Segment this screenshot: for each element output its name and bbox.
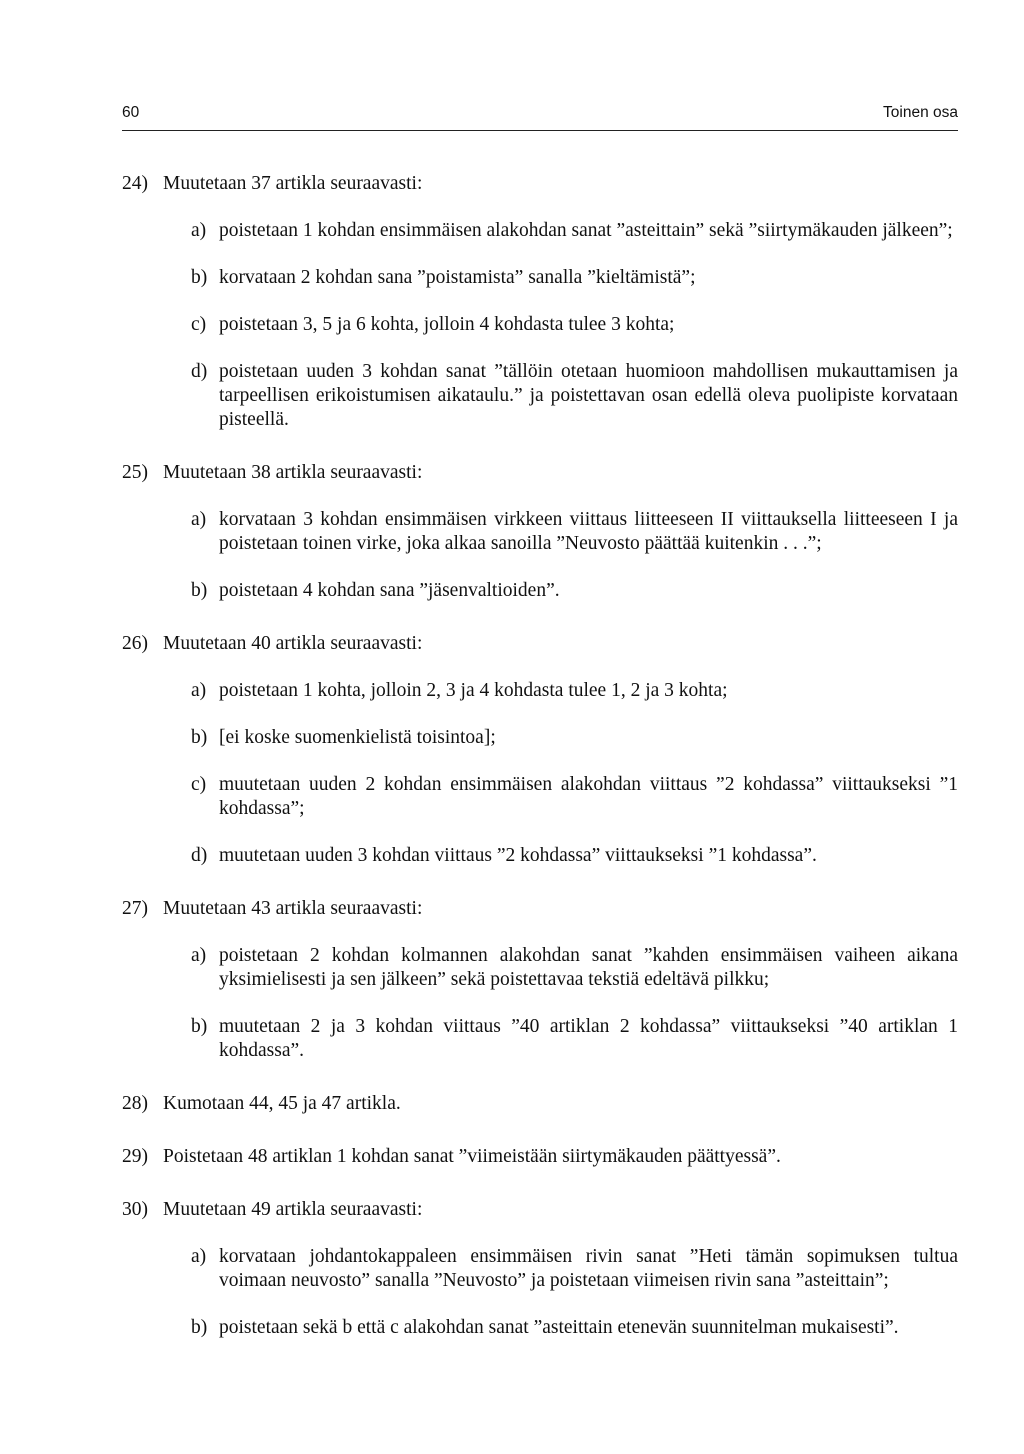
item-number: 30) [122,1199,148,1220]
sub-item [191,726,958,750]
sub-item [191,579,958,603]
sub-item-letter: a) [191,509,207,530]
item-text: Muutetaan 38 artikla seuraavasti: [163,462,423,483]
sub-item-text: korvataan 2 kohdan sana ”poistamista” sanalla ”kieltämistä”; [219,267,696,288]
list-item [122,1092,958,1116]
item-number: 29) [122,1146,148,1167]
item-number: 24) [122,173,148,194]
sub-item [191,313,958,337]
sub-item-text: poistetaan sekä b että c alakohdan sanat ”asteittain etenevän suunnitelman mukaisesti”. [219,1317,899,1338]
sub-item-letter: b) [191,267,208,288]
sub-item-text: poistetaan 4 kohdan sana ”jäsenvaltioiden”. [219,580,560,601]
list-item [122,461,958,603]
sub-item-text: poistetaan 1 kohta, jolloin 2, 3 ja 4 kohdasta tulee 1, 2 ja 3 kohta; [219,680,728,701]
sub-item-letter: c) [191,314,207,335]
sub-item-text: poistetaan uuden 3 kohdan sanat ”tällöin otetaan huomioon mahdollisen mukauttamisen ja tarpeellisen erikoistumisen aikataulu.” ja poistettavan osan edellä oleva puolipiste korvataan pisteellä. [219,361,958,430]
sub-item-letter: b) [191,727,208,748]
sub-item [191,679,958,703]
item-text: Muutetaan 37 artikla seuraavasti: [163,173,423,194]
list-item [122,897,958,1063]
sub-item-text: korvataan 3 kohdan ensimmäisen virkkeen viittaus liitteeseen II viittauksella liitteeseen I ja poistetaan toinen virke, joka alkaa sanoilla ”Neuvosto päättää kuitenkin . . .”; [219,509,958,554]
sub-item-letter: c) [191,774,207,795]
sub-item [191,1316,958,1340]
sub-item [191,773,958,821]
sub-item [191,266,958,290]
sub-item [191,844,958,868]
sub-item-letter: a) [191,220,207,241]
sub-item-text: muutetaan uuden 3 kohdan viittaus ”2 kohdassa” viittaukseksi ”1 kohdassa”. [219,845,817,866]
sub-item [191,219,958,243]
list-item [122,1198,958,1340]
sub-item [191,944,958,992]
item-number: 26) [122,633,148,654]
sub-item [191,508,958,556]
sub-item [191,360,958,432]
sub-item-letter: b) [191,1317,208,1338]
item-text: Kumotaan 44, 45 ja 47 artikla. [163,1093,401,1114]
page-number: 60 [122,104,140,121]
sub-item-letter: d) [191,845,208,866]
sub-item-letter: a) [191,945,207,966]
list-item [122,172,958,432]
part-title: Toinen osa [883,104,958,121]
item-number: 25) [122,462,148,483]
item-text: Poistetaan 48 artiklan 1 kohdan sanat ”viimeistään siirtymäkauden päättyessä”. [163,1146,781,1167]
sub-item-letter: b) [191,1016,208,1037]
sub-item-text: poistetaan 2 kohdan kolmannen alakohdan sanat ”kahden ensimmäisen vaiheen aikana yksimielisesti ja sen jälkeen” sekä poistettavaa tekstiä edeltävä pilkku; [219,945,958,990]
sub-item-letter: a) [191,1246,207,1267]
list-item [122,632,958,868]
item-number: 28) [122,1093,148,1114]
sub-item-text: korvataan johdantokappaleen ensimmäisen rivin sanat ”Heti tämän sopimuksen tultua voimaan neuvosto” sanalla ”Neuvosto” ja poistetaan viimeisen rivin sana ”asteittain”; [219,1246,958,1291]
list-item [122,1145,958,1169]
page-header [122,104,958,130]
item-number: 27) [122,898,148,919]
item-text: Muutetaan 49 artikla seuraavasti: [163,1199,423,1220]
sub-item-text: muutetaan uuden 2 kohdan ensimmäisen alakohdan viittaus ”2 kohdassa” viittaukseksi ”1 kohdassa”; [219,774,958,819]
sub-item-text: muutetaan 2 ja 3 kohdan viittaus ”40 artiklan 2 kohdassa” viittaukseksi ”40 artiklan 1 kohdassa”. [219,1016,958,1061]
sub-item-text: [ei koske suomenkielistä toisintoa]; [219,727,496,748]
sub-item-letter: b) [191,580,208,601]
sub-item-letter: d) [191,361,208,382]
sub-item [191,1015,958,1063]
sub-item-text: poistetaan 1 kohdan ensimmäisen alakohdan sanat ”asteittain” sekä ”siirtymäkauden jälkeen”; [219,220,953,241]
sub-item [191,1245,958,1293]
sub-item-letter: a) [191,680,207,701]
document-body [122,172,958,1369]
header-rule [122,130,958,131]
item-text: Muutetaan 43 artikla seuraavasti: [163,898,423,919]
sub-item-text: poistetaan 3, 5 ja 6 kohta, jolloin 4 kohdasta tulee 3 kohta; [219,314,675,335]
item-text: Muutetaan 40 artikla seuraavasti: [163,633,423,654]
